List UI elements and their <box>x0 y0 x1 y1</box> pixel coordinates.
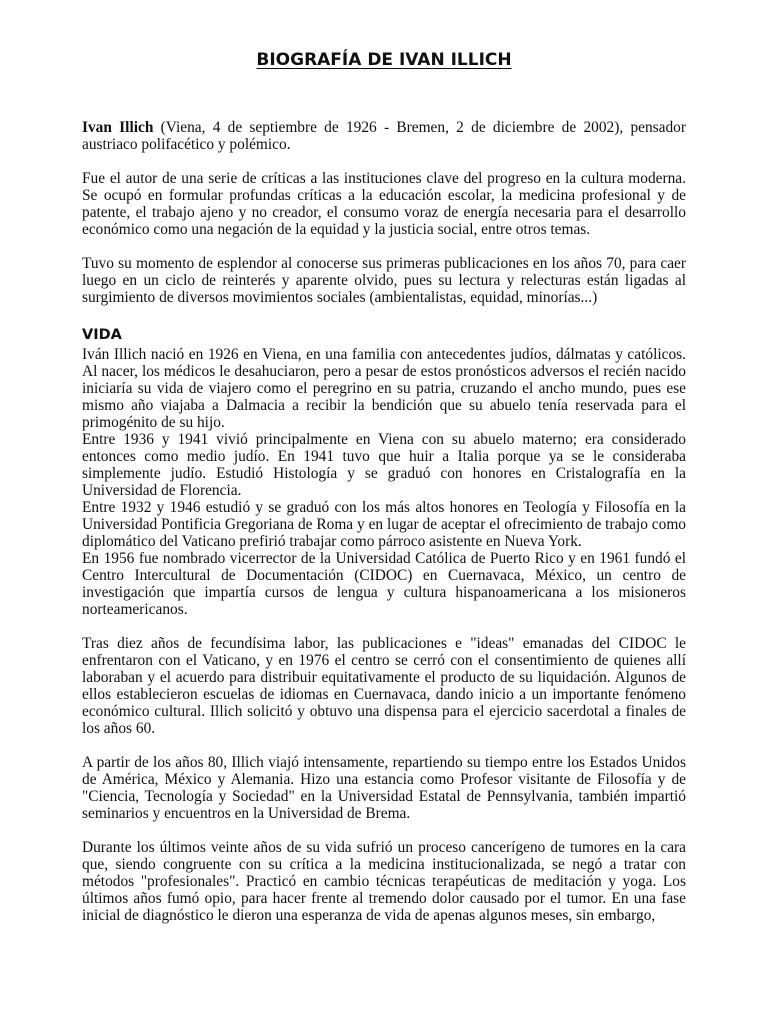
document-page <box>82 48 686 924</box>
later-paragraph-3: Durante los últimos veinte años de su vida sufrió un proceso cancerígeno de tumores en la cara que, siendo congruente con su crítica a la medicina institucionalizada, se negó a tratar con métodos "profesionales". Practicó en cambio técnicas terapéuticas de meditación y yoga. Los últimos años fumó opio, para hacer frente al tremendo dolor causado por el tumor. En una fase inicial de diagnóstico le dieron una esperanza de vida de apenas algunos meses, sin embargo, <box>82 839 686 924</box>
later-paragraph-1: Tras diez años de fecundísima labor, las publicaciones e "ideas" emanadas del CIDOC le enfrentaron con el Vaticano, y en 1976 el centro se cerró con el consentimiento de quienes allí laboraban y el acuerdo para distribuir equitativamente el producto de su liquidación. Algunos de ellos establecieron escuelas de idiomas en Cuernavaca, dando inicio a un importante fenómeno económico cultural. Illich solicitó y obtuvo una dispensa para el ejercicio sacerdotal a finales de los años 60. <box>82 635 686 737</box>
document-title: BIOGRAFÍA DE IVAN ILLICH <box>256 50 512 70</box>
vida-paragraph-4: En 1956 fue nombrado vicerrector de la Universidad Católica de Puerto Rico y en 1961 fundó el Centro Intercultural de Documentación (CIDOC) en Cuernavaca, México, un centro de investigación que impartía cursos de lengua y cultura hispanoamericana a los misioneros norteamericanos. <box>82 550 686 618</box>
vida-paragraph-1: Iván Illich nació en 1926 en Viena, en una familia con antecedentes judíos, dálmatas y católicos. Al nacer, los médicos le desahuciaron, pero a pesar de estos pronósticos adversos el recién nacido iniciaría su vida de viajero como el peregrino en su patria, cruzando el ancho mundo, pues ese mismo año viajaba a Dalmacia a recibir la bendición que su abuelo tenía reservada para el primogénito de su hijo. <box>82 346 686 431</box>
vida-paragraph-2: Entre 1936 y 1941 vivió principalmente en Viena con su abuelo materno; era considerado entonces como medio judío. En 1941 tuvo que huir a Italia porque ya se le consideraba simplemente judío. Estudió Histología y se graduó con honores en Cristalografía en la Universidad de Florencia. <box>82 431 686 499</box>
intro-paragraph-3: Tuvo su momento de esplendor al conocerse sus primeras publicaciones en los años 70, para caer luego en un ciclo de reinterés y aparente olvido, pues su lectura y relecturas están ligadas al surgimiento de diversos movimientos sociales (ambientalistas, equidad, minorías...) <box>82 255 686 306</box>
intro-paragraph-2: Fue el autor de una serie de críticas a las instituciones clave del progreso en la cultura moderna. Se ocupó en formular profundas críticas a la educación escolar, la medicina profesional y de patente, el trabajo ajeno y no creador, el consumo voraz de energía necesaria para el desarrollo económico como una negación de la equidad y la justicia social, entre otros temas. <box>82 170 686 238</box>
intro-name: Ivan Illich <box>82 119 154 136</box>
vida-paragraph-3: Entre 1932 y 1946 estudió y se graduó con los más altos honores en Teología y Filosofía en la Universidad Pontificia Gregoriana de Roma y en lugar de aceptar el ofrecimiento de trabajo como diplomático del Vaticano prefirió trabajar como párroco asistente en Nueva York. <box>82 499 686 550</box>
intro-text: (Viena, 4 de septiembre de 1926 - Bremen, 2 de diciembre de 2002), pensador austriaco polifacético y polémico. <box>82 119 687 153</box>
vida-block <box>82 346 686 618</box>
later-paragraph-2: A partir de los años 80, Illich viajó intensamente, repartiendo su tiempo entre los Estados Unidos de América, México y Alemania. Hizo una estancia como Profesor visitante de Filosofía y de "Ciencia, Tecnología y Sociedad" en la Universidad Estatal de Pennsylvania, también impartió seminarios y encuentros en la Universidad de Brema. <box>82 754 686 822</box>
intro-paragraph <box>82 119 686 153</box>
section-heading-vida: VIDA <box>82 327 122 343</box>
